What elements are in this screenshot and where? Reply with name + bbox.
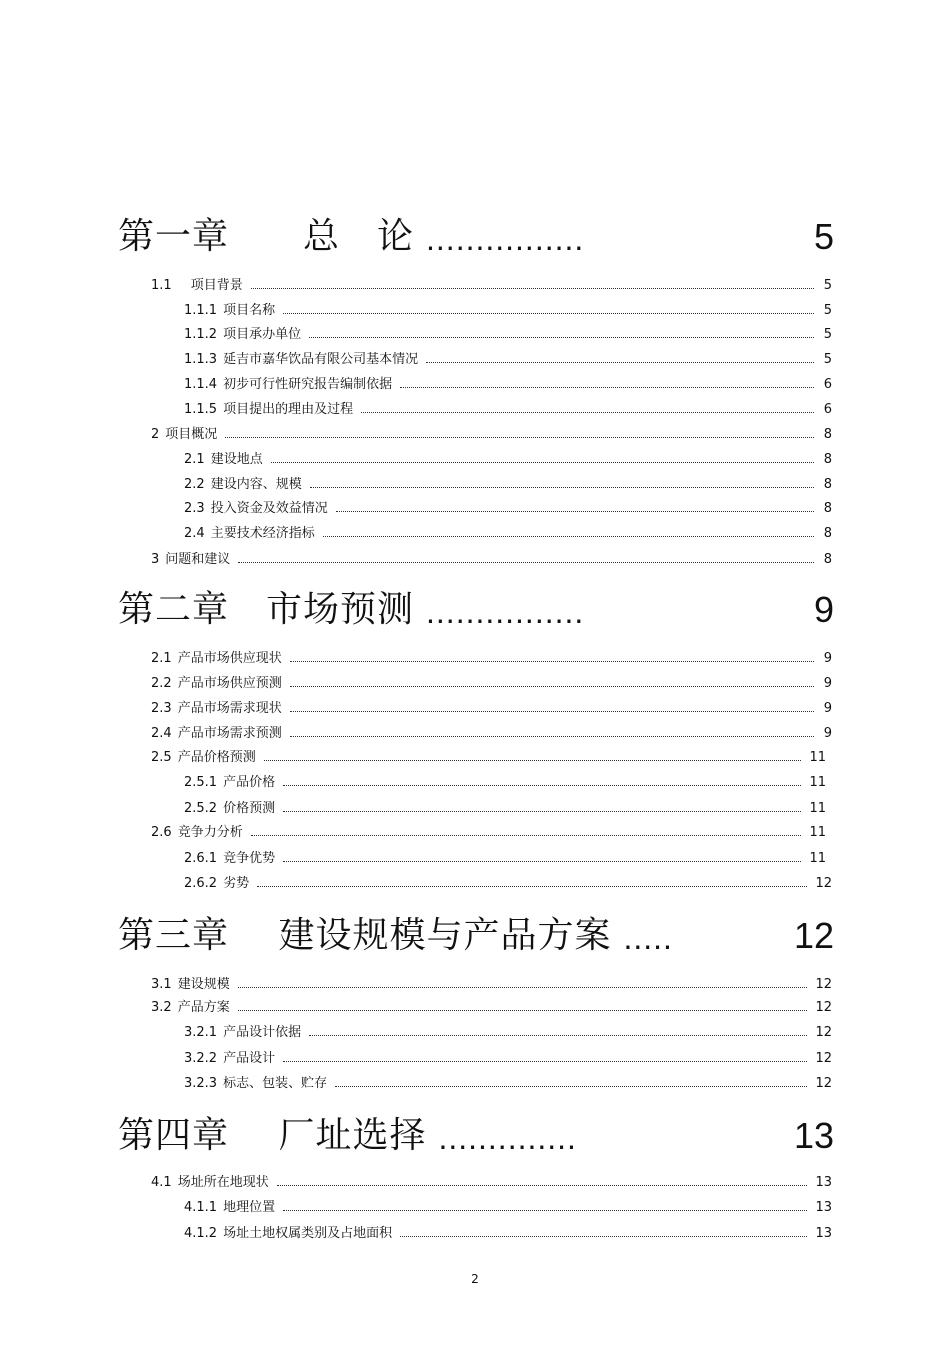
leader-dots bbox=[283, 312, 814, 314]
chapter-title: 第四章 厂址选择 bbox=[118, 1115, 427, 1156]
toc-entry[interactable] bbox=[184, 771, 826, 789]
entry-title: 标志、包装、贮存 bbox=[223, 1076, 328, 1091]
toc-entry[interactable] bbox=[184, 497, 832, 515]
entry-title: 产品市场供应预测 bbox=[177, 676, 282, 691]
entry-title: 竞争力分析 bbox=[177, 825, 243, 840]
toc-entry[interactable] bbox=[151, 973, 832, 991]
leader-dots bbox=[290, 660, 814, 662]
entry-number: 4.1 bbox=[151, 1175, 172, 1190]
entry-title: 竞争优势 bbox=[223, 851, 276, 866]
entry-title: 产品方案 bbox=[177, 1000, 230, 1015]
entry-title: 项目名称 bbox=[223, 303, 276, 318]
entry-page-number: 12 bbox=[815, 876, 832, 891]
toc-entry[interactable] bbox=[151, 647, 832, 665]
leader-dots bbox=[283, 860, 801, 862]
toc-entry[interactable] bbox=[184, 1072, 832, 1090]
entry-title: 项目背景 bbox=[177, 278, 243, 293]
leader-dots bbox=[238, 986, 808, 988]
entry-number: 3.2.3 bbox=[184, 1076, 218, 1091]
toc-entry[interactable] bbox=[184, 872, 832, 890]
entry-number: 1.1.5 bbox=[184, 402, 218, 417]
entry-page-number: 11 bbox=[809, 851, 826, 866]
entry-page-number: 8 bbox=[823, 501, 832, 516]
entry-page-number: 5 bbox=[823, 327, 832, 342]
entry-page-number: 12 bbox=[815, 1051, 832, 1066]
entry-title: 产品价格 bbox=[223, 775, 276, 790]
entry-title: 延吉市嘉华饮品有限公司基本情况 bbox=[223, 352, 419, 367]
leader-dots bbox=[283, 810, 801, 812]
entry-title: 项目概况 bbox=[165, 427, 218, 442]
toc-entry[interactable] bbox=[151, 423, 832, 441]
chapter-page-number: 5 bbox=[813, 216, 834, 257]
leader-dots bbox=[283, 1060, 807, 1062]
entry-number: 1.1.3 bbox=[184, 352, 218, 367]
entry-title: 项目承办单位 bbox=[223, 327, 302, 342]
entry-page-number: 9 bbox=[823, 651, 832, 666]
toc-entry[interactable] bbox=[184, 448, 832, 466]
toc-entry[interactable] bbox=[184, 373, 832, 391]
entry-page-number: 6 bbox=[823, 402, 832, 417]
leader-dots bbox=[283, 784, 801, 786]
leader-dots bbox=[238, 561, 814, 563]
entry-number: 2.1 bbox=[184, 452, 205, 467]
entry-number: 3.2.1 bbox=[184, 1025, 218, 1040]
entry-page-number: 8 bbox=[823, 526, 832, 541]
toc-entry[interactable] bbox=[151, 821, 826, 839]
leader-dots bbox=[257, 885, 807, 887]
entry-number: 3.1 bbox=[151, 977, 172, 992]
entry-number: 2.4 bbox=[184, 526, 205, 541]
entry-number: 3.2 bbox=[151, 1000, 172, 1015]
entry-number: 2.6 bbox=[151, 825, 172, 840]
toc-entry[interactable] bbox=[151, 722, 832, 740]
leader-dots bbox=[290, 710, 814, 712]
leader-dots bbox=[251, 287, 814, 289]
toc-entry[interactable] bbox=[184, 797, 826, 815]
entry-number: 3.2.2 bbox=[184, 1051, 218, 1066]
entry-page-number: 11 bbox=[809, 825, 826, 840]
entry-title: 建设内容、规模 bbox=[210, 477, 302, 492]
leader-dots: ..... bbox=[623, 920, 673, 956]
entry-title: 地理位置 bbox=[223, 1200, 276, 1215]
page-number-footer: 2 bbox=[471, 1272, 479, 1286]
entry-number: 2.2 bbox=[184, 477, 205, 492]
entry-title: 产品设计 bbox=[223, 1051, 276, 1066]
entry-title: 产品市场需求现状 bbox=[177, 701, 282, 716]
toc-entry[interactable] bbox=[151, 274, 832, 292]
entry-title: 产品设计依据 bbox=[223, 1025, 302, 1040]
leader-dots bbox=[283, 1209, 807, 1211]
chapter-3-heading[interactable] bbox=[118, 904, 834, 954]
leader-dots bbox=[238, 1009, 808, 1011]
entry-page-number: 5 bbox=[823, 303, 832, 318]
toc-entry[interactable] bbox=[151, 672, 832, 690]
entry-title: 场址所在地现状 bbox=[177, 1175, 269, 1190]
toc-entry[interactable] bbox=[184, 348, 832, 366]
entry-number: 1.1.2 bbox=[184, 327, 218, 342]
entry-number: 2.6.2 bbox=[184, 876, 218, 891]
chapter-page-number: 9 bbox=[813, 589, 834, 630]
entry-page-number: 11 bbox=[809, 775, 826, 790]
toc-entry[interactable] bbox=[151, 697, 832, 715]
toc-entry[interactable] bbox=[184, 323, 832, 341]
toc-entry[interactable] bbox=[151, 746, 826, 764]
leader-dots bbox=[309, 1034, 807, 1036]
leader-dots bbox=[335, 1085, 807, 1087]
entry-number: 2.5 bbox=[151, 750, 172, 765]
entry-page-number: 12 bbox=[815, 1025, 832, 1040]
entry-number: 2.3 bbox=[151, 701, 172, 716]
entry-page-number: 8 bbox=[823, 552, 832, 567]
toc-entry[interactable] bbox=[151, 548, 832, 566]
leader-dots bbox=[264, 759, 802, 761]
entry-title: 产品价格预测 bbox=[177, 750, 256, 765]
entry-page-number: 9 bbox=[823, 676, 832, 691]
entry-number: 1.1 bbox=[151, 278, 172, 293]
toc-entry[interactable] bbox=[184, 1047, 832, 1065]
entry-number: 4.1.2 bbox=[184, 1226, 218, 1241]
leader-dots bbox=[277, 1184, 808, 1186]
chapter-4-heading[interactable] bbox=[118, 1104, 834, 1154]
entry-page-number: 13 bbox=[815, 1200, 832, 1215]
entry-number: 2.6.1 bbox=[184, 851, 218, 866]
leader-dots bbox=[225, 436, 814, 438]
entry-number: 1.1.1 bbox=[184, 303, 218, 318]
entry-page-number: 6 bbox=[823, 377, 832, 392]
entry-page-number: 11 bbox=[809, 750, 826, 765]
entry-title: 产品市场供应现状 bbox=[177, 651, 282, 666]
entry-title: 问题和建议 bbox=[165, 552, 231, 567]
chapter-1-heading[interactable] bbox=[118, 205, 834, 255]
leader-dots bbox=[361, 411, 814, 413]
entry-number: 1.1.4 bbox=[184, 377, 218, 392]
entry-page-number: 5 bbox=[823, 352, 832, 367]
chapter-title: 第二章 市场预测 bbox=[118, 589, 415, 630]
entry-page-number: 8 bbox=[823, 477, 832, 492]
entry-title: 建设地点 bbox=[210, 452, 263, 467]
entry-page-number: 12 bbox=[815, 1076, 832, 1091]
entry-page-number: 8 bbox=[823, 427, 832, 442]
toc-entry[interactable] bbox=[184, 1021, 832, 1039]
chapter-2-heading[interactable] bbox=[118, 578, 834, 628]
chapter-page-number: 12 bbox=[793, 915, 834, 956]
leader-dots bbox=[336, 510, 814, 512]
entry-number: 2.5.1 bbox=[184, 775, 218, 790]
leader-dots bbox=[310, 486, 814, 488]
toc-entry[interactable] bbox=[184, 522, 832, 540]
leader-dots bbox=[290, 685, 814, 687]
entry-title: 产品市场需求预测 bbox=[177, 726, 282, 741]
leader-dots bbox=[290, 735, 814, 737]
toc-entry[interactable] bbox=[184, 1222, 832, 1240]
toc-entry[interactable] bbox=[184, 473, 832, 491]
chapter-title: 第一章 总 论 bbox=[118, 216, 415, 257]
entry-title: 场址土地权属类别及占地面积 bbox=[223, 1226, 393, 1241]
entry-page-number: 13 bbox=[815, 1175, 832, 1190]
entry-title: 主要技术经济指标 bbox=[210, 526, 315, 541]
leader-dots bbox=[426, 361, 814, 363]
entry-title: 初步可行性研究报告编制依据 bbox=[223, 377, 393, 392]
entry-number: 2.1 bbox=[151, 651, 172, 666]
leader-dots: ................ bbox=[426, 594, 585, 630]
entry-number: 3 bbox=[151, 552, 160, 567]
chapter-title: 第三章 建设规模与产品方案 bbox=[118, 915, 612, 956]
leader-dots bbox=[400, 1235, 807, 1237]
entry-number: 2 bbox=[151, 427, 160, 442]
entry-title: 投入资金及效益情况 bbox=[210, 501, 328, 516]
toc-entry[interactable] bbox=[151, 996, 832, 1014]
toc-entry[interactable] bbox=[184, 398, 832, 416]
entry-number: 4.1.1 bbox=[184, 1200, 218, 1215]
chapter-page-number: 13 bbox=[793, 1115, 834, 1156]
entry-page-number: 8 bbox=[823, 452, 832, 467]
leader-dots bbox=[251, 834, 802, 836]
entry-number: 2.2 bbox=[151, 676, 172, 691]
leader-dots bbox=[271, 461, 814, 463]
entry-page-number: 9 bbox=[823, 701, 832, 716]
toc-entry[interactable] bbox=[184, 847, 826, 865]
leader-dots: ................ bbox=[426, 221, 585, 257]
leader-dots bbox=[400, 386, 814, 388]
entry-page-number: 12 bbox=[815, 977, 832, 992]
entry-number: 2.4 bbox=[151, 726, 172, 741]
toc-entry[interactable] bbox=[184, 1196, 832, 1214]
entry-title: 项目提出的理由及过程 bbox=[223, 402, 354, 417]
entry-title: 劣势 bbox=[223, 876, 250, 891]
leader-dots bbox=[323, 535, 814, 537]
entry-page-number: 5 bbox=[823, 278, 832, 293]
entry-page-number: 12 bbox=[815, 1000, 832, 1015]
entry-number: 2.5.2 bbox=[184, 801, 218, 816]
entry-page-number: 13 bbox=[815, 1226, 832, 1241]
leader-dots: .............. bbox=[438, 1120, 577, 1156]
toc-entry[interactable] bbox=[151, 1171, 832, 1189]
entry-title: 价格预测 bbox=[223, 801, 276, 816]
toc-entry[interactable] bbox=[184, 299, 832, 317]
leader-dots bbox=[309, 336, 814, 338]
entry-title: 建设规模 bbox=[177, 977, 230, 992]
entry-number: 2.3 bbox=[184, 501, 205, 516]
entry-page-number: 9 bbox=[823, 726, 832, 741]
entry-page-number: 11 bbox=[809, 801, 826, 816]
